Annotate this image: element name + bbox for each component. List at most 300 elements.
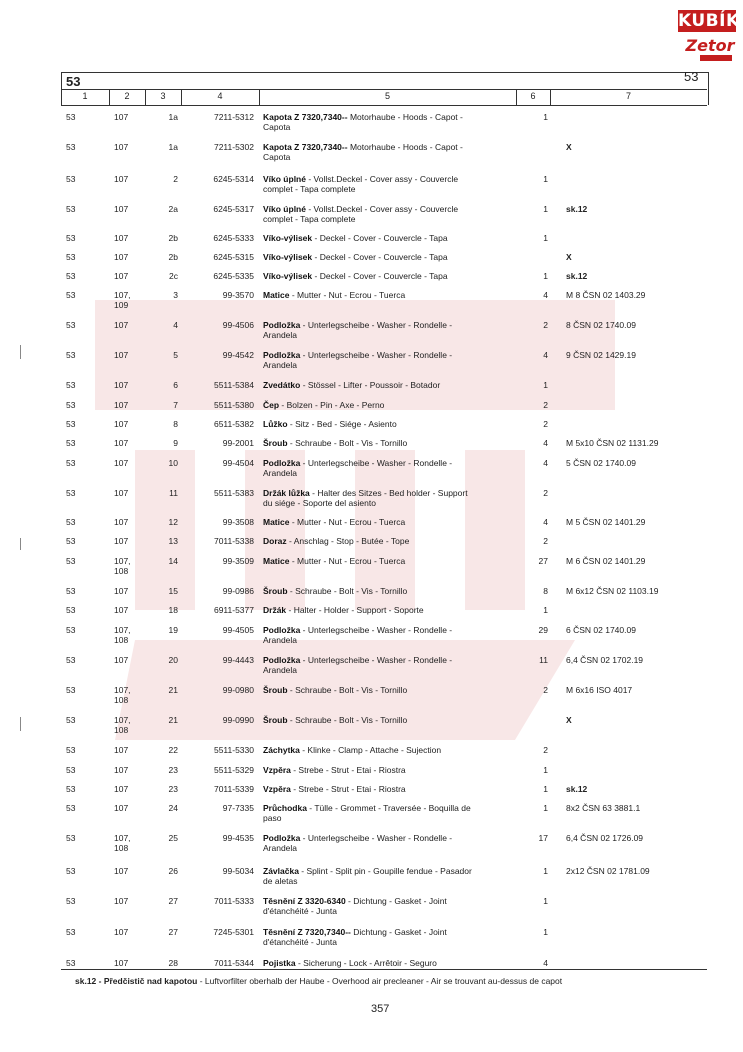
row-part-translations: - Sicherung - Lock - Arrêtoir - Seguro: [295, 958, 437, 968]
row-item-number: 25: [168, 833, 178, 843]
page-number: 357: [371, 1003, 390, 1015]
row-description: [263, 204, 513, 224]
row-description: [263, 745, 513, 755]
row-part-number: 99-3508: [222, 517, 254, 527]
column-header-6: 6: [530, 91, 536, 101]
row-description-line: [263, 625, 513, 635]
row-sheet: 53: [66, 866, 76, 876]
row-sheet: 53: [66, 517, 76, 527]
row-position: 107: [114, 896, 129, 906]
row-position: 107: [114, 536, 129, 546]
row-part-name: Podložka: [263, 320, 301, 330]
row-quantity: 4: [543, 517, 548, 527]
row-part-number: 99-4443: [222, 655, 254, 665]
row-description: [263, 896, 513, 916]
row-sheet: 53: [66, 174, 76, 184]
row-description: [263, 958, 513, 968]
row-sheet: 53: [66, 290, 76, 300]
row-position: 107: [114, 233, 129, 243]
row-note: M 6 ČSN 02 1401.29: [566, 556, 646, 566]
row-item-number: 27: [168, 896, 178, 906]
row-item-number: 7: [173, 400, 178, 410]
row-part-translations: - Vollst.Deckel - Cover assy - Couvercle: [305, 174, 459, 184]
row-position-group: [114, 536, 144, 546]
row-part-translations: - Klinke - Clamp - Attache - Sujection: [299, 745, 442, 755]
row-part-name: Kapota Z 7320,7340--: [263, 112, 348, 122]
row-item-number: 23: [168, 765, 178, 775]
row-part-translations: Dichtung - Gasket - Joint: [350, 927, 447, 937]
sheet-number-left: 53: [66, 74, 81, 89]
row-part-name: Podložka: [263, 655, 301, 665]
row-position: 107: [114, 350, 129, 360]
row-part-number: 6245-5333: [213, 233, 254, 243]
row-description-continuation: Arandela: [263, 330, 298, 340]
row-position: 107: [114, 586, 129, 596]
row-note: X: [566, 252, 572, 262]
row-quantity: 1: [543, 927, 548, 937]
row-position: 107: [114, 958, 129, 968]
row-item-number: 28: [168, 958, 178, 968]
column-header-7: 7: [625, 91, 631, 101]
row-item-number: 13: [168, 536, 178, 546]
row-part-name: Podložka: [263, 350, 301, 360]
row-quantity: 1: [543, 803, 548, 813]
row-part-number: 6245-5335: [213, 271, 254, 281]
row-description-continuation: d'étanchéité - Junta: [263, 906, 337, 916]
row-description-line: [263, 958, 513, 968]
row-position: 107: [114, 252, 129, 262]
row-sheet: 53: [66, 112, 76, 122]
row-position-group: [114, 174, 144, 184]
row-position: 107: [114, 927, 129, 937]
row-position-group: [114, 438, 144, 448]
row-position-group: [114, 400, 144, 410]
row-description: [263, 271, 513, 281]
row-position-group: [114, 625, 144, 645]
row-quantity: 1: [543, 174, 548, 184]
row-item-number: 23: [168, 784, 178, 794]
row-part-translations: - Unterlegscheibe - Washer - Rondelle -: [300, 833, 453, 843]
row-sheet: 53: [66, 350, 76, 360]
row-note: 6,4 ČSN 02 1702.19: [566, 655, 644, 665]
column-header-3: 3: [160, 91, 166, 101]
row-description-line: [263, 556, 513, 566]
row-description-continuation: Arandela: [263, 635, 298, 645]
row-part-number: 6511-5382: [213, 419, 254, 429]
row-part-name: Vzpěra: [263, 784, 291, 794]
row-item-number: 14: [168, 556, 178, 566]
row-part-name: Matice: [263, 556, 290, 566]
row-description-line: [263, 320, 513, 330]
row-sheet: 53: [66, 488, 76, 498]
row-position-group: [114, 320, 144, 330]
row-note: X: [566, 715, 572, 725]
row-sheet: 53: [66, 400, 76, 410]
row-position: 107: [114, 605, 129, 615]
row-description-continuation: Arandela: [263, 843, 298, 853]
row-quantity: 4: [543, 958, 548, 968]
row-part-translations: - Unterlegscheibe - Washer - Rondelle -: [300, 655, 453, 665]
row-part-number: 7011-5344: [213, 958, 254, 968]
column-header-1: 1: [82, 91, 88, 101]
row-part-number: 6245-5317: [213, 204, 254, 214]
row-description-line: [263, 685, 513, 695]
row-description-line: [263, 458, 513, 468]
row-position-group: [114, 112, 144, 122]
row-description: [263, 586, 513, 596]
row-position-group: [114, 350, 144, 360]
row-quantity: 2: [543, 685, 548, 695]
row-sheet: 53: [66, 320, 76, 330]
column-header-2: 2: [124, 91, 130, 101]
row-quantity: 1: [543, 112, 548, 122]
row-position: 107: [114, 438, 129, 448]
row-position-group: [114, 784, 144, 794]
row-sheet: 53: [66, 419, 76, 429]
row-item-number: 2: [173, 174, 178, 184]
row-sheet: 53: [66, 233, 76, 243]
row-quantity: 1: [543, 380, 548, 390]
row-description-line: [263, 290, 513, 300]
row-part-translations: - Bolzen - Pin - Axe - Perno: [279, 400, 385, 410]
row-part-number: 6245-5314: [213, 174, 254, 184]
row-description: [263, 488, 513, 508]
row-position-group: [114, 586, 144, 596]
row-part-translations: - Mutter - Nut - Ecrou - Tuerca: [289, 517, 406, 527]
row-item-number: 3: [173, 290, 178, 300]
margin-mark: [20, 538, 21, 550]
row-part-name: Držák lůžka: [263, 488, 310, 498]
row-part-number: 99-4504: [222, 458, 254, 468]
row-part-number: 7011-5338: [213, 536, 254, 546]
row-part-name: Šroub: [263, 438, 288, 448]
row-part-number: 7011-5333: [213, 896, 254, 906]
row-part-number: 7011-5339: [213, 784, 254, 794]
row-item-number: 5: [173, 350, 178, 360]
row-position: 108: [114, 725, 129, 735]
row-quantity: 2: [543, 488, 548, 498]
row-part-name: Víko-výlisek: [263, 233, 313, 243]
row-part-translations: - Dichtung - Gasket - Joint: [345, 896, 447, 906]
row-description-line: [263, 833, 513, 843]
row-part-name: Kapota Z 7320,7340--: [263, 142, 348, 152]
row-part-translations: - Halter des Sitzes - Bed holder - Support: [309, 488, 468, 498]
row-sheet: 53: [66, 142, 76, 152]
row-part-name: Víko-výlisek: [263, 252, 313, 262]
row-sheet: 53: [66, 625, 76, 635]
row-part-number: 7211-5302: [213, 142, 254, 152]
row-position-group: [114, 685, 144, 705]
row-part-name: Šroub: [263, 685, 288, 695]
row-item-number: 2a: [168, 204, 178, 214]
row-description-line: [263, 896, 513, 906]
row-note: 5 ČSN 02 1740.09: [566, 458, 636, 468]
row-part-translations: - Deckel - Cover - Couvercle - Tapa: [312, 252, 448, 262]
row-description-continuation: complet - Tapa complete: [263, 214, 356, 224]
row-part-translations: - Deckel - Cover - Couvercle - Tapa: [312, 271, 448, 281]
row-sheet: 53: [66, 380, 76, 390]
row-position: 107: [114, 803, 129, 813]
row-description-line: [263, 419, 513, 429]
row-position: 107,: [114, 556, 131, 566]
row-position-group: [114, 745, 144, 755]
row-quantity: 1: [543, 204, 548, 214]
margin-mark: [20, 717, 21, 731]
row-position-group: [114, 896, 144, 906]
row-part-number: 99-0990: [222, 715, 254, 725]
row-item-number: 10: [168, 458, 178, 468]
row-part-translations: - Schraube - Bolt - Vis - Tornillo: [287, 715, 408, 725]
row-quantity: 27: [538, 556, 548, 566]
row-description-line: [263, 400, 513, 410]
row-quantity: 1: [543, 784, 548, 794]
row-note: 2x12 ČSN 02 1781.09: [566, 866, 650, 876]
row-part-translations: - Mutter - Nut - Ecrou - Tuerca: [289, 556, 406, 566]
column-header-4: 4: [217, 91, 223, 101]
table-bottom-rule: [61, 969, 707, 970]
row-position: 109: [114, 300, 129, 310]
row-position: 108: [114, 695, 129, 705]
row-position: 107: [114, 204, 129, 214]
row-description: [263, 715, 513, 725]
row-description-continuation: du siége - Soporte del asiento: [263, 498, 376, 508]
row-sheet: 53: [66, 958, 76, 968]
row-description-line: [263, 233, 513, 243]
row-part-name: Matice: [263, 290, 290, 300]
row-part-translations: - Stössel - Lifter - Poussoir - Botador: [300, 380, 441, 390]
row-part-translations: - Schraube - Bolt - Vis - Tornillo: [287, 685, 408, 695]
row-description-line: [263, 715, 513, 725]
row-part-name: Těsnění Z 3320-6340: [263, 896, 346, 906]
row-part-name: Podložka: [263, 458, 301, 468]
row-part-name: Závlačka: [263, 866, 299, 876]
row-description: [263, 350, 513, 370]
row-position: 107: [114, 380, 129, 390]
row-sheet: 53: [66, 458, 76, 468]
row-part-number: 6245-5315: [213, 252, 254, 262]
row-quantity: 11: [539, 655, 548, 665]
row-description: [263, 419, 513, 429]
row-note: 9 ČSN 02 1429.19: [566, 350, 636, 360]
row-description: [263, 320, 513, 340]
row-part-number: 99-3570: [222, 290, 254, 300]
row-description-line: [263, 204, 513, 214]
row-position: 107: [114, 458, 129, 468]
row-position-group: [114, 419, 144, 429]
row-position: 107: [114, 745, 129, 755]
row-description: [263, 174, 513, 194]
row-description-line: [263, 745, 513, 755]
row-description-line: [263, 927, 513, 937]
row-quantity: 2: [543, 419, 548, 429]
row-position: 108: [114, 635, 129, 645]
row-sheet: 53: [66, 765, 76, 775]
row-part-name: Průchodka: [263, 803, 307, 813]
row-part-number: 99-5034: [222, 866, 254, 876]
row-position-group: [114, 488, 144, 498]
row-part-translations: Motorhaube - Hoods - Capot -: [347, 112, 463, 122]
row-part-translations: - Unterlegscheibe - Washer - Rondelle -: [300, 625, 453, 635]
row-quantity: 1: [543, 271, 548, 281]
margin-mark: [20, 345, 21, 359]
row-position-group: [114, 866, 144, 876]
row-note: sk.12: [566, 204, 588, 214]
row-position-group: [114, 833, 144, 853]
row-quantity: 1: [543, 866, 548, 876]
row-description-line: [263, 174, 513, 184]
row-position-group: [114, 605, 144, 615]
row-description-continuation: paso: [263, 813, 282, 823]
row-part-name: Víko úplné: [263, 174, 306, 184]
row-part-translations: - Schraube - Bolt - Vis - Tornillo: [287, 438, 408, 448]
row-note: M 5 ČSN 02 1401.29: [566, 517, 646, 527]
row-part-translations: - Mutter - Nut - Ecrou - Tuerca: [289, 290, 406, 300]
row-position-group: [114, 715, 144, 735]
row-note: M 8 ČSN 02 1403.29: [566, 290, 646, 300]
row-position-group: [114, 204, 144, 214]
row-part-name: Záchytka: [263, 745, 300, 755]
footnote-text: - Luftvorfilter oberhalb der Haube - Overhood air precleaner - Air se trouvant au-dessus de capot: [197, 976, 563, 986]
row-part-name: Vzpěra: [263, 765, 291, 775]
row-position-group: [114, 271, 144, 281]
row-quantity: 1: [543, 896, 548, 906]
row-part-translations: - Anschlag - Stop - Butée - Tope: [286, 536, 410, 546]
row-description: [263, 784, 513, 794]
row-position-group: [114, 458, 144, 468]
row-quantity: 4: [543, 350, 548, 360]
row-part-translations: - Strebe - Strut - Etai - Riostra: [290, 765, 406, 775]
row-sheet: 53: [66, 715, 76, 725]
row-part-translations: - Deckel - Cover - Couvercle - Tapa: [312, 233, 448, 243]
row-position: 107: [114, 784, 129, 794]
row-sheet: 53: [66, 536, 76, 546]
row-position-group: [114, 252, 144, 262]
row-part-translations: - Splint - Split pin - Goupille fendue - Pasador: [298, 866, 472, 876]
row-description-continuation: Arandela: [263, 468, 298, 478]
row-position: 107: [114, 866, 129, 876]
row-quantity: 2: [543, 400, 548, 410]
row-part-translations: - Unterlegscheibe - Washer - Rondelle -: [300, 320, 453, 330]
row-part-name: Víko-výlisek: [263, 271, 313, 281]
row-quantity: 1: [543, 233, 548, 243]
row-position: 107,: [114, 290, 131, 300]
row-part-name: Víko úplné: [263, 204, 306, 214]
row-position: 107: [114, 419, 129, 429]
row-sheet: 53: [66, 784, 76, 794]
row-item-number: 26: [168, 866, 178, 876]
row-quantity: 1: [543, 605, 548, 615]
row-sheet: 53: [66, 438, 76, 448]
row-quantity: 4: [543, 290, 548, 300]
row-description: [263, 866, 513, 886]
row-note: M 5x10 ČSN 02 1131.29: [566, 438, 659, 448]
row-sheet: 53: [66, 204, 76, 214]
row-part-number: 99-2001: [222, 438, 254, 448]
row-part-name: Držák: [263, 605, 287, 615]
row-part-name: Lůžko: [263, 419, 288, 429]
row-position: 108: [114, 843, 129, 853]
row-part-number: 5511-5383: [213, 488, 254, 498]
row-part-translations: - Schraube - Bolt - Vis - Tornillo: [287, 586, 408, 596]
row-note: sk.12: [566, 271, 588, 281]
row-quantity: 1: [543, 765, 548, 775]
footnote: [75, 976, 562, 986]
row-position-group: [114, 958, 144, 968]
row-item-number: 2c: [169, 271, 178, 281]
row-item-number: 2b: [168, 252, 178, 262]
row-description: [263, 517, 513, 527]
row-description: [263, 625, 513, 645]
row-quantity: 17: [538, 833, 548, 843]
row-part-number: 5511-5329: [213, 765, 254, 775]
row-description: [263, 556, 513, 566]
row-item-number: 4: [173, 320, 178, 330]
row-part-translations: - Vollst.Deckel - Cover assy - Couvercle: [305, 204, 459, 214]
row-description-line: [263, 517, 513, 527]
row-description-continuation: de aletas: [263, 876, 298, 886]
row-item-number: 27: [168, 927, 178, 937]
row-position: 107: [114, 174, 129, 184]
row-part-translations: - Halter - Holder - Support - Soporte: [286, 605, 424, 615]
row-position-group: [114, 142, 144, 152]
row-position: 107,: [114, 833, 131, 843]
row-item-number: 9: [173, 438, 178, 448]
row-description-continuation: Capota: [263, 152, 291, 162]
row-item-number: 22: [168, 745, 178, 755]
footnote-label: sk.12 - Předčistič nad kapotou: [75, 976, 198, 986]
row-position: 107,: [114, 685, 131, 695]
row-description: [263, 438, 513, 448]
row-description: [263, 765, 513, 775]
logo-brand: KUBÍK: [678, 11, 740, 31]
row-part-number: 97-7335: [222, 803, 254, 813]
row-note: M 6x16 ISO 4017: [566, 685, 633, 695]
row-sheet: 53: [66, 803, 76, 813]
row-item-number: 21: [168, 715, 178, 725]
row-part-name: Podložka: [263, 833, 301, 843]
row-description: [263, 252, 513, 262]
row-position: 107: [114, 765, 129, 775]
row-part-name: Zvedátko: [263, 380, 301, 390]
row-position: 108: [114, 566, 129, 576]
row-description-line: [263, 784, 513, 794]
row-position: 107: [114, 517, 129, 527]
row-part-translations: - Strebe - Strut - Etai - Riostra: [290, 784, 406, 794]
row-item-number: 1a: [168, 112, 178, 122]
row-position-group: [114, 556, 144, 576]
row-sheet: 53: [66, 745, 76, 755]
row-sheet: 53: [66, 896, 76, 906]
row-part-number: 99-0986: [222, 586, 254, 596]
row-part-translations: - Unterlegscheibe - Washer - Rondelle -: [300, 350, 453, 360]
row-description: [263, 112, 513, 132]
row-part-name: Pojistka: [263, 958, 296, 968]
row-part-number: 99-0980: [222, 685, 254, 695]
row-description-continuation: complet - Tapa complete: [263, 184, 356, 194]
row-quantity: 4: [543, 438, 548, 448]
row-item-number: 6: [173, 380, 178, 390]
row-position: 107: [114, 320, 129, 330]
row-description: [263, 536, 513, 546]
row-sheet: 53: [66, 927, 76, 937]
row-quantity: 8: [543, 586, 548, 596]
row-note: M 6x12 ČSN 02 1103.19: [566, 586, 659, 596]
row-part-number: 7245-5301: [213, 927, 254, 937]
row-description-line: [263, 271, 513, 281]
row-position: 107: [114, 488, 129, 498]
row-item-number: 24: [168, 803, 178, 813]
row-position-group: [114, 233, 144, 243]
